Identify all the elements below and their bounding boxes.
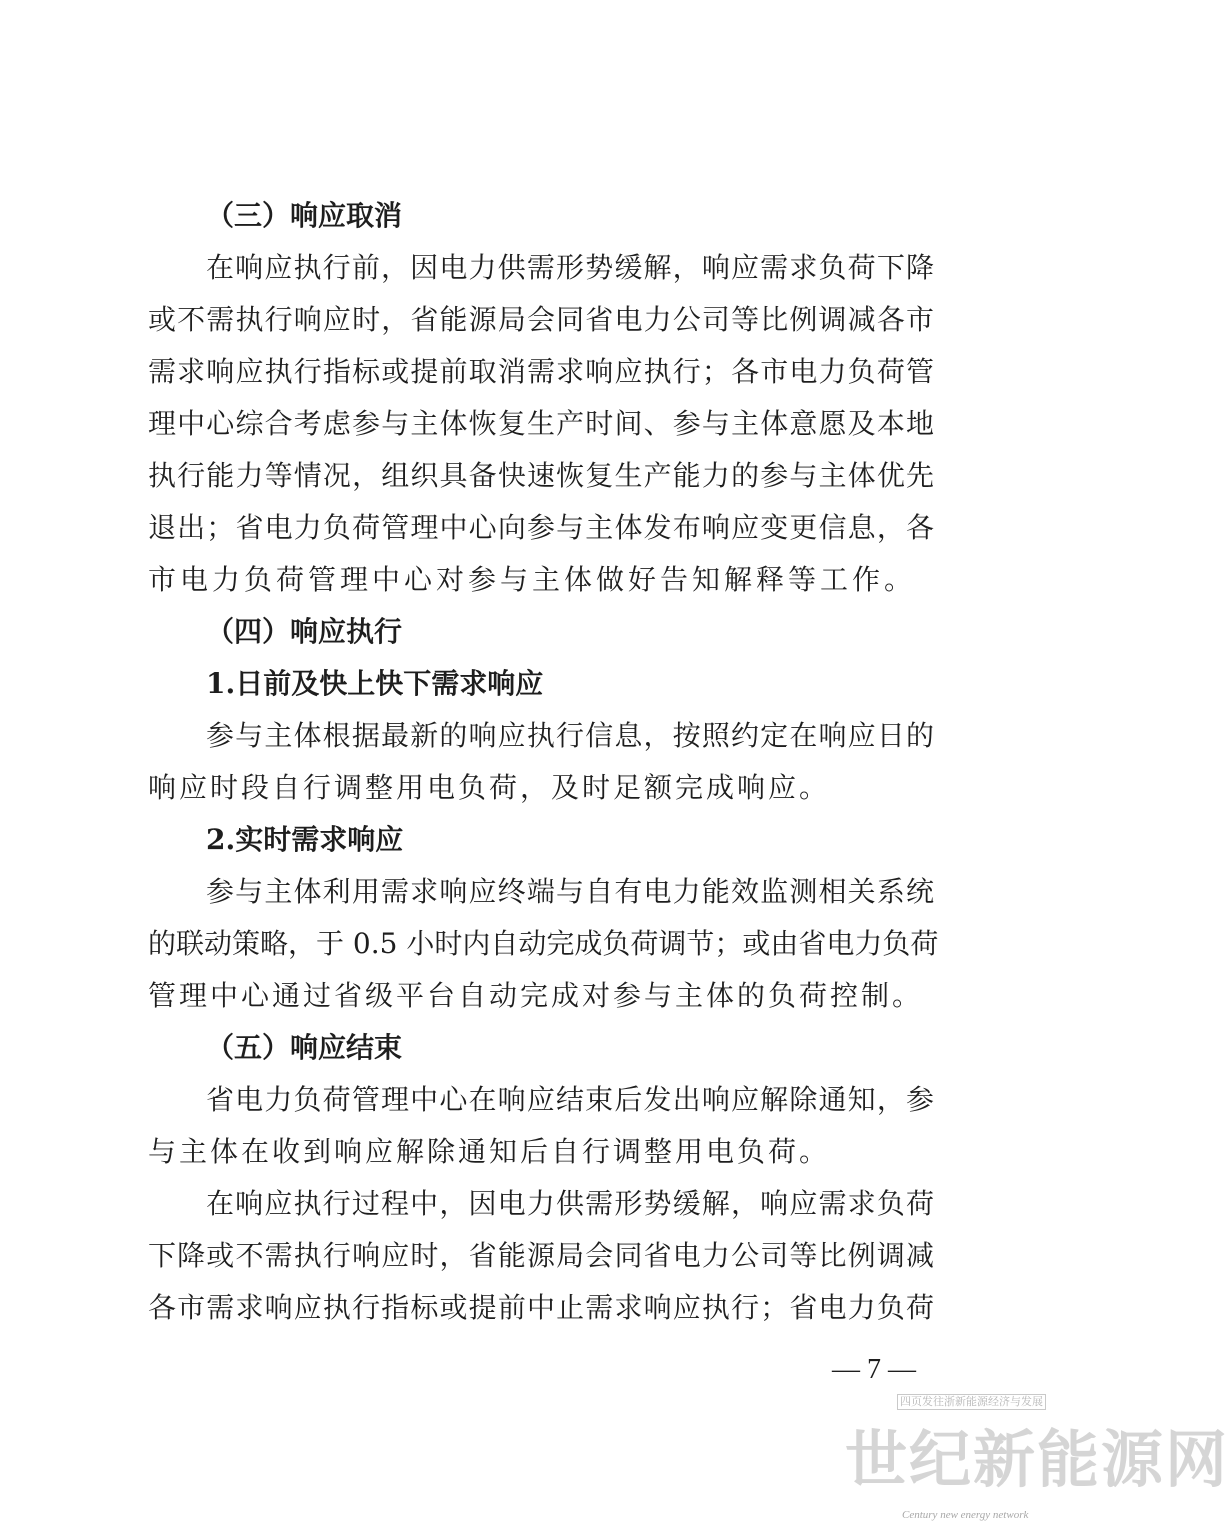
- paragraph-line: 在响应执行前，因电力供需形势缓解，响应需求负荷下降: [206, 251, 934, 284]
- paragraph-line: 管理中心通过省级平台自动完成对参与主体的负荷控制。: [148, 979, 924, 1012]
- watermark-subtitle: Century new energy network: [902, 1509, 1029, 1521]
- paragraph-line: 响应时段自行调整用电负荷，及时足额完成响应。: [148, 771, 831, 804]
- paragraph-line: 下降或不需执行响应时，省能源局会同省电力公司等比例调减: [148, 1239, 934, 1272]
- page-number: — 7 —: [832, 1354, 916, 1385]
- paragraph-line: 各市需求响应执行指标或提前中止需求响应执行；省电力负荷: [148, 1291, 934, 1324]
- paragraph-line: 参与主体根据最新的响应执行信息，按照约定在响应日的: [206, 719, 934, 752]
- paragraph-line: 参与主体利用需求响应终端与自有电力能效监测相关系统: [206, 875, 934, 908]
- section-heading-5: （五）响应结束: [206, 1031, 403, 1064]
- watermark-logo-text: 世纪新能源网: [845, 1423, 1229, 1496]
- paragraph-line: 退出；省电力负荷管理中心向参与主体发布响应变更信息，各: [148, 511, 934, 544]
- paragraph-line: 的联动策略，于 0.5 小时内自动完成负荷调节；或由省电力负荷: [148, 927, 939, 960]
- paragraph-line: 执行能力等情况，组织具备快速恢复生产能力的参与主体优先: [148, 459, 934, 492]
- paragraph-line: 与主体在收到响应解除通知后自行调整用电负荷。: [148, 1135, 831, 1168]
- paragraph-line: 省电力负荷管理中心在响应结束后发出响应解除通知，参: [206, 1083, 934, 1116]
- paragraph-line: 市电力负荷管理中心对参与主体做好告知解释等工作。: [148, 563, 917, 596]
- paragraph-line: 或不需执行响应时，省能源局会同省电力公司等比例调减各市: [148, 303, 934, 336]
- watermark-caption: 四页发往浙新能源经济与发展: [897, 1394, 1046, 1410]
- paragraph-line: 需求响应执行指标或提前取消需求响应执行；各市电力负荷管: [148, 355, 934, 388]
- paragraph-line: 在响应执行过程中，因电力供需形势缓解，响应需求负荷: [206, 1187, 934, 1220]
- subsection-heading-1: 1.日前及快上快下需求响应: [206, 667, 544, 700]
- section-heading-3: （三）响应取消: [206, 199, 403, 232]
- subsection-heading-2: 2.实时需求响应: [206, 823, 404, 856]
- section-heading-4: （四）响应执行: [206, 615, 403, 648]
- paragraph-line: 理中心综合考虑参与主体恢复生产时间、参与主体意愿及本地: [148, 407, 934, 440]
